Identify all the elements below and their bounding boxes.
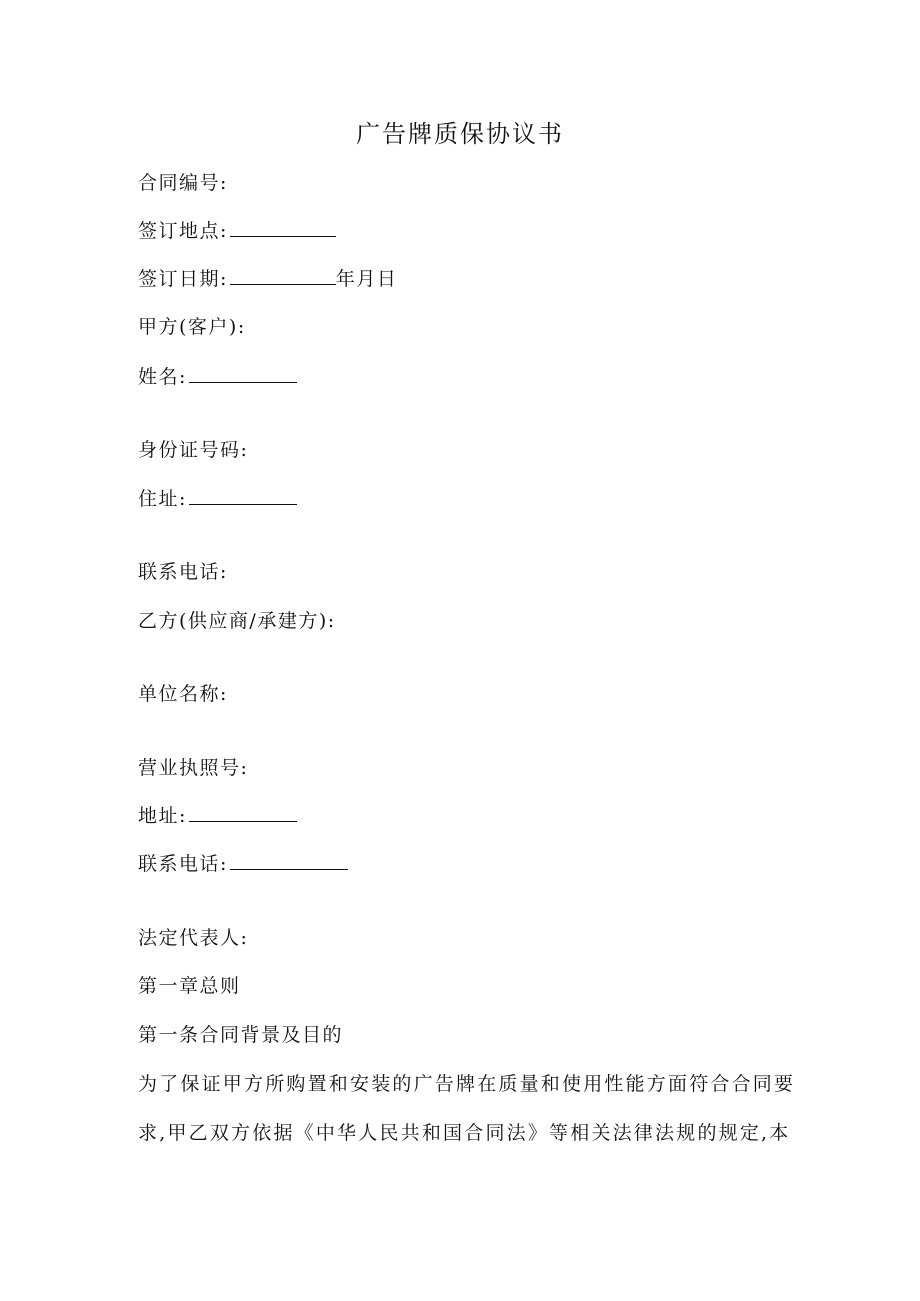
contract-number-label: 合同编号: <box>138 172 228 194</box>
party-a-name-label: 姓名: <box>138 366 187 388</box>
sign-date-line <box>138 266 397 292</box>
party-b-license-label: 营业执照号: <box>138 757 249 779</box>
party-b-company-line <box>138 681 228 707</box>
party-b-license-line <box>138 755 248 781</box>
party-b-address-blank <box>189 803 297 822</box>
document-title: 广告牌质保协议书 <box>356 120 564 148</box>
party-b-address-label: 地址: <box>138 805 187 827</box>
sign-date-blank <box>230 266 336 285</box>
party-a-phone-label: 联系电话: <box>138 561 228 583</box>
party-b-legal-rep-label: 法定代表人: <box>138 927 249 949</box>
party-b-address-line <box>138 803 297 829</box>
party-a-address-blank <box>189 486 297 505</box>
party-b-phone-line <box>138 851 348 877</box>
party-a-address-label: 住址: <box>138 488 187 510</box>
paragraph-line-1: 为了保证甲方所购置和安装的广告牌在质量和使用性能方面符合合同要 <box>138 1073 796 1095</box>
party-a-address-line <box>138 486 297 512</box>
party-a-name-blank <box>189 364 297 383</box>
sign-place-line <box>138 218 336 244</box>
article-heading: 第一条合同背景及目的 <box>138 1024 344 1046</box>
party-b-legal-rep-line <box>138 925 248 951</box>
party-a-name-line <box>138 364 297 390</box>
sign-place-blank <box>230 218 336 237</box>
party-b-phone-label: 联系电话: <box>138 853 228 875</box>
sign-place-label: 签订地点: <box>138 220 228 242</box>
party-b-phone-blank <box>230 851 348 870</box>
paragraph-line-2: 求,甲乙双方依据《中华人民共和国合同法》等相关法律法规的规定,本 <box>138 1122 791 1144</box>
chapter-heading: 第一章总则 <box>138 975 241 997</box>
party-a-id-label: 身份证号码: <box>138 439 249 461</box>
party-b-heading: 乙方(供应商/承建方): <box>138 610 336 632</box>
party-a-heading: 甲方(客户): <box>138 316 246 338</box>
party-b-company-label: 单位名称: <box>138 683 228 705</box>
party-a-id-line <box>138 437 248 463</box>
sign-date-suffix: 年月日 <box>335 268 398 290</box>
party-a-phone-line <box>138 559 228 585</box>
sign-date-label: 签订日期: <box>138 268 228 290</box>
contract-number-line <box>138 170 228 196</box>
